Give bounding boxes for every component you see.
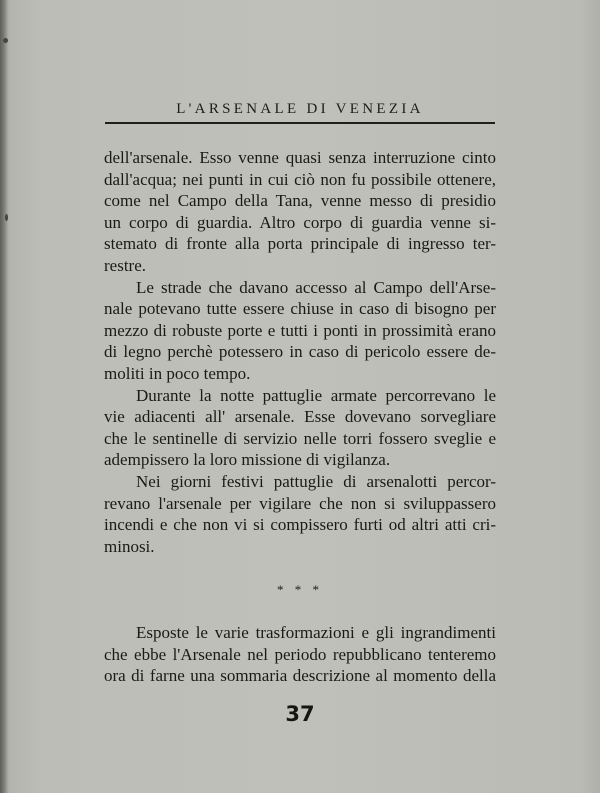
text-line: Esposte le varie trasformazioni e gli ingrandimenti: [136, 623, 496, 643]
text-line: dall'acqua; nei punti in cui ciò non fu possibile ottenere,: [104, 169, 496, 189]
text-line: Nei giorni festivi pattuglie di arsenalotti percor-: [136, 471, 496, 491]
text-line: incendi e che non vi si compissero furti od altri atti cri-: [104, 515, 496, 535]
section-separator: * * *: [277, 581, 323, 597]
page-number: 37: [285, 702, 315, 726]
paragraph: [104, 385, 496, 471]
text-line: adempissero la loro missione di vigilanza.: [104, 450, 391, 470]
text-line: come nel Campo della Tana, venne messo di presidio: [104, 191, 496, 211]
body-text: [104, 147, 496, 687]
page-speck: [5, 214, 8, 221]
paragraph: [104, 622, 496, 687]
text-line: un corpo di guardia. Altro corpo di guardia venne si-: [104, 212, 496, 232]
spacer: [104, 600, 496, 622]
binding-shadow: [0, 0, 8, 793]
text-line: di legno perchè potessero in caso di pericolo essere de-: [104, 342, 496, 362]
text-line: dell'arsenale. Esso venne quasi senza interruzione cinto: [104, 148, 496, 167]
text-line: moliti in poco tempo.: [104, 363, 251, 383]
text-line: Le strade che davano accesso al Campo dell'Arse-: [136, 277, 496, 297]
text-line: restre.: [104, 255, 147, 275]
text-line: che ebbe l'Arsenale nel periodo repubblicano tenteremo: [104, 644, 496, 664]
paragraph: [104, 147, 496, 277]
text-line: mezzo di robuste porte e tutti i ponti in prossimità erano: [104, 320, 496, 340]
text-line: ora di farne una sommaria descrizione al momento della: [104, 666, 496, 686]
text-line: minosi.: [104, 536, 155, 556]
page-speck: [3, 38, 8, 43]
header-rule: [105, 122, 495, 124]
text-line: nale potevano tutte essere chiuse in caso di bisogno per: [104, 299, 496, 319]
text-line: revano l'arsenale per vigilare che non si sviluppassero: [104, 493, 496, 513]
text-line: che le sentinelle di servizio nelle torri fossero sveglie e: [104, 428, 496, 448]
paragraph: [104, 471, 496, 557]
spacer: [104, 557, 496, 579]
text-line: vie adiacenti all' arsenale. Esse dovevano sorvegliare: [104, 407, 496, 427]
running-title: L'ARSENALE DI VENEZIA: [176, 101, 424, 117]
text-line: Durante la notte pattuglie armate percorrevano le: [136, 385, 496, 405]
text-line: stemato di fronte alla porta principale di ingresso ter-: [104, 234, 496, 254]
paragraph: [104, 277, 496, 385]
